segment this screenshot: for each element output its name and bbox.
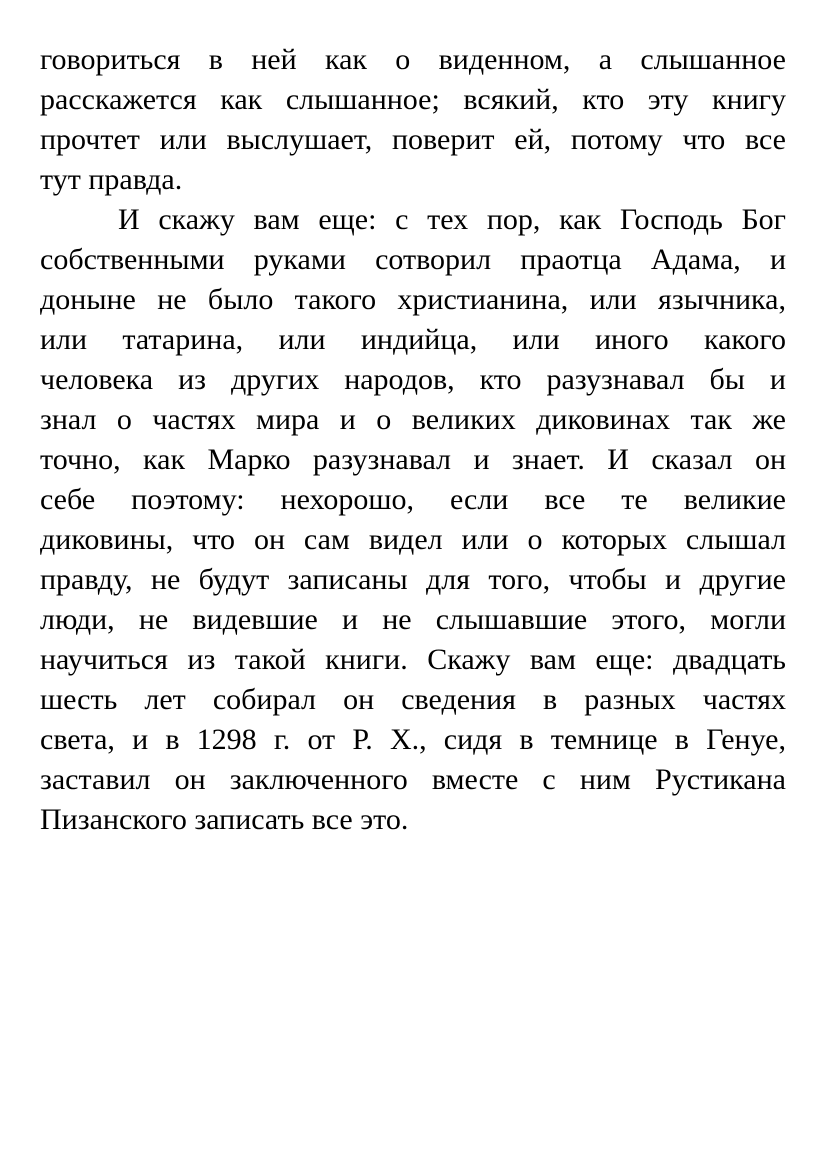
text-line: света, и в 1298 г. от Р. Х., сидя в темнице в Генуе,: [40, 723, 786, 756]
text-line: заставил он заключенного вместе с ним Рустикана: [40, 763, 786, 796]
text-line: правду, не будут записаны для того, чтобы и другие: [40, 563, 786, 596]
text-line: человека из других народов, кто разузнавал бы и: [40, 363, 786, 396]
text-line: прочтет или выслушает, поверит ей, потому что все: [40, 123, 786, 156]
text-line: доныне не было такого христианина, или язычника,: [40, 283, 786, 316]
text-line: точно, как Марко разузнавал и знает. И сказал он: [40, 443, 786, 476]
text-line: себе поэтому: нехорошо, если все те великие: [40, 483, 786, 516]
text-line: тут правда.: [40, 163, 183, 196]
paragraph-2: [40, 200, 786, 840]
text-line: собственными руками сотворил праотца Адама, и: [40, 243, 786, 276]
text-line: диковины, что он сам видел или о которых слышал: [40, 523, 786, 556]
text-line: знал о частях мира и о великих диковинах так же: [40, 403, 786, 436]
text-line: Пизанского записать все это.: [40, 803, 409, 836]
text-line: говориться в ней как о виденном, а слышанное: [40, 43, 786, 76]
text-line: расскажется как слышанное; всякий, кто эту книгу: [40, 83, 786, 116]
text-line: научиться из такой книги. Скажу вам еще: двадцать: [40, 643, 786, 676]
text-line: или татарина, или индийца, или иного какого: [40, 323, 786, 356]
document-page: [40, 40, 786, 840]
text-line: люди, не видевшие и не слышавшие этого, могли: [40, 603, 786, 636]
paragraph-1: [40, 40, 786, 200]
text-line: шесть лет собирал он сведения в разных частях: [40, 683, 786, 716]
text-line: И скажу вам еще: с тех пор, как Господь Бог: [118, 203, 786, 236]
